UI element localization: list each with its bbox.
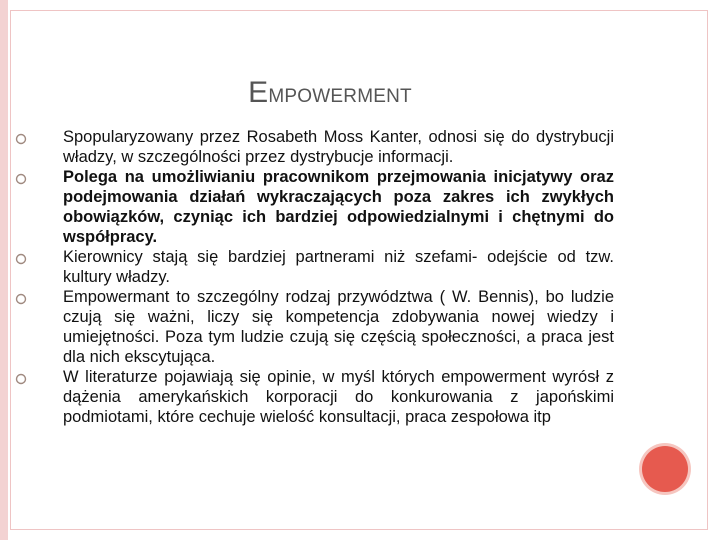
list-item [12,127,614,167]
hollow-circle-bullet-icon [15,293,27,305]
list-item [12,367,614,427]
hollow-circle-bullet-icon [15,373,27,385]
hollow-circle-bullet-icon [15,133,27,145]
bullet-list [12,127,614,427]
hollow-circle-bullet-icon [15,173,27,185]
slide-title [0,76,660,110]
decorative-circle [642,446,688,492]
bullet-text: Empowermant to szczególny rodzaj przywództwa ( W. Bennis), bo ludzie czują się ważni, liczy się kompetencja zdobywania nowej wiedzy i umiejętności. Poza tym ludzie czują się częścią społeczności, a praca jest dla nich ekscytująca. [63,288,614,366]
bullet-text: Spopularyzowany przez Rosabeth Moss Kanter, odnosi się do dystrybucji władzy, w szczególności przez dystrybucje informacji. [63,128,614,166]
list-item [12,167,614,247]
bullet-text: Kierownicy stają się bardziej partnerami niż szefami- odejście od tzw. kultury władzy. [63,248,614,286]
title-initial: E [248,76,269,109]
list-item [12,247,614,287]
title-rest: MPOWERMENT [268,86,412,107]
list-item [12,287,614,367]
bullet-text: W literaturze pojawiają się opinie, w myśl których empowerment wyrósł z dążenia amerykańskich korporacji do konkurowania z japońskimi podmiotami, które cechuje wielość konsultacji, praca zespołowa itp [63,368,614,426]
bullet-text: Polega na umożliwianiu pracownikom przejmowania inicjatywy oraz podejmowania działań wykraczających poza zakres ich zwykłych obowiązków, czyniąc ich bardziej odpowiedzialnymi i chętnymi do współpracy. [63,168,614,246]
hollow-circle-bullet-icon [15,253,27,265]
